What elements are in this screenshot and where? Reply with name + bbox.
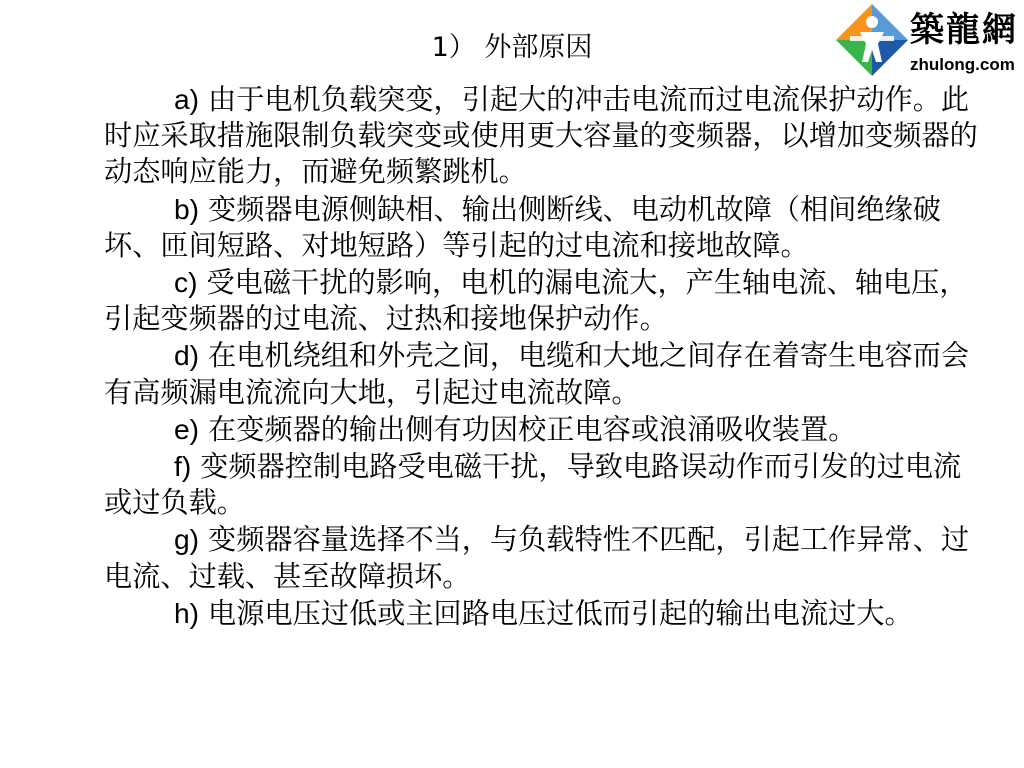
paragraph-text: 由于电机负载突变，引起大的冲击电流而过电流保护动作。此时应采取措施限制负载突变或使用更大容量的变频器，以增加变频器的动态响应能力，而避免频繁跳机。	[104, 83, 978, 189]
content-body	[104, 81, 984, 632]
paragraph-text: 变频器控制电路受电磁干扰，导致电路误动作而引发的过电流或过负载。	[104, 450, 962, 520]
paragraph-label: g)	[174, 523, 200, 556]
paragraph-f	[104, 448, 984, 521]
slide-title: 1） 外部原因	[431, 32, 593, 63]
paragraph-e	[104, 411, 984, 448]
paragraph-c	[104, 264, 984, 337]
paragraph-d	[104, 337, 984, 410]
paragraph-text: 在电机绕组和外壳之间，电缆和大地之间存在着寄生电容而会有高频漏电流流向大地，引起过电流故障。	[104, 339, 970, 409]
zhulong-logo	[832, 0, 1022, 86]
paragraph-label: a)	[174, 83, 200, 115]
logo-chinese-text: 築龍網	[910, 10, 1018, 50]
paragraph-label: b)	[174, 192, 200, 225]
paragraph-h	[104, 595, 984, 632]
paragraph-text: 在变频器的输出侧有功因校正电容或浪涌吸收装置。	[199, 412, 857, 446]
diamond-logo-icon	[832, 0, 912, 86]
paragraph-text: 电源电压过低或主回路电压过低而引起的输出电流过大。	[199, 596, 913, 630]
paragraph-label: c)	[174, 266, 198, 299]
paragraph-label: d)	[174, 339, 200, 372]
paragraph-text: 受电磁干扰的影响，电机的漏电流大，产生轴电流、轴电压，引起变频器的过电流、过热和接地保护动作。	[104, 266, 968, 336]
paragraph-label: h)	[174, 596, 200, 629]
paragraph-label: e)	[174, 412, 200, 445]
paragraph-label: f)	[174, 450, 192, 483]
paragraph-b	[104, 191, 984, 264]
logo-domain-text: zhulong.com	[910, 55, 1015, 74]
paragraph-text: 变频器电源侧缺相、输出侧断线、电动机故障（相间绝缘破坏、匝间短路、对地短路）等引起的过电流和接地故障。	[104, 192, 941, 262]
paragraph-g	[104, 521, 984, 594]
paragraph-a	[104, 81, 984, 191]
paragraph-text: 变频器容量选择不当，与负载特性不匹配，引起工作异常、过电流、过载、甚至故障损坏。	[104, 523, 970, 593]
